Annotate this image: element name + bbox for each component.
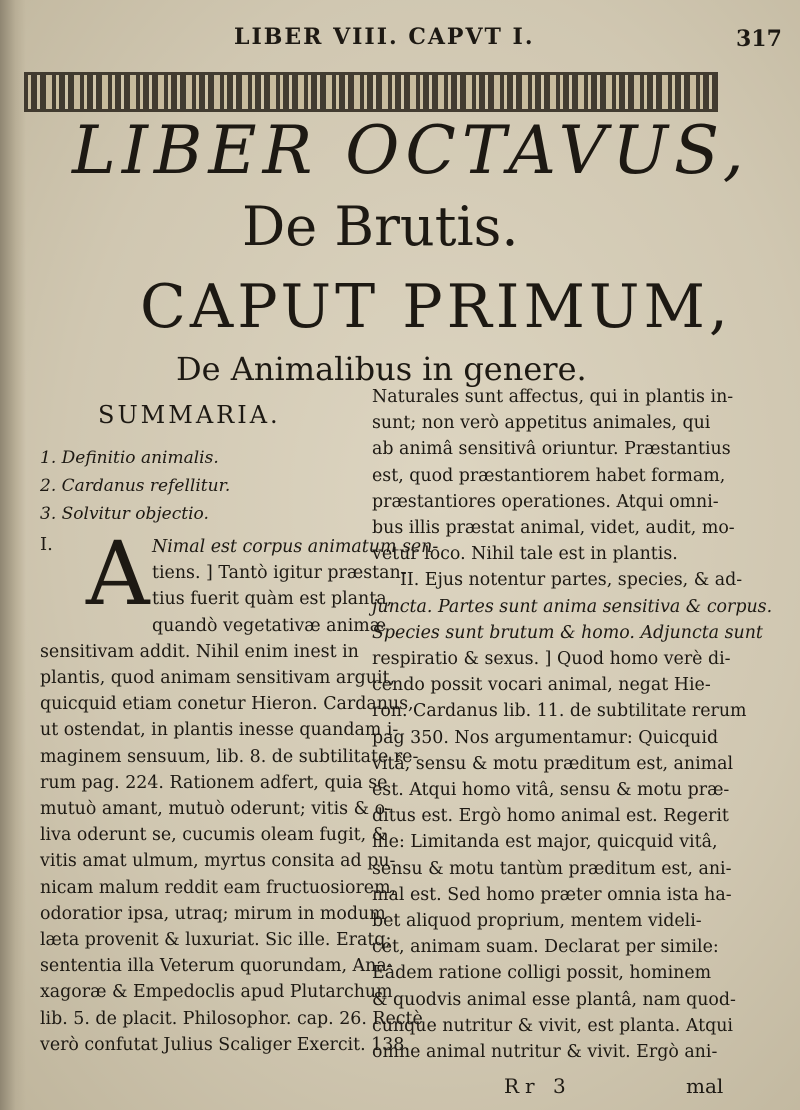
text-line: verò confutat Julius Scaliger Exercit. 138.: [40, 1034, 410, 1055]
book-title: LIBER OCTAVUS,: [72, 112, 750, 189]
text-line: juncta. Partes sunt anima sensitiva & corpus.: [372, 596, 773, 617]
text-line: lib. 5. de placit. Philosophor. cap. 26. Rectè: [40, 1008, 423, 1029]
text-line: mal est. Sed homo præter omnia ista ha-: [372, 884, 732, 905]
text-line: Nimal est corpus animatum sen-: [152, 537, 439, 557]
text-line: sensu & motu tantùm præditum est, ani-: [372, 858, 732, 879]
running-head: [234, 24, 594, 54]
text-line: vitâ, sensu & motu præditum est, animal: [372, 753, 734, 774]
text-line: quandò vegetativæ animæ: [152, 615, 387, 636]
right-body-text: [372, 384, 772, 1065]
text-line: ut ostendat, in plantis inesse quandam i-: [40, 720, 399, 741]
text-line: sensitivam addit. Nihil enim inest in: [40, 641, 359, 662]
text-line: pag 350. Nos argumentamur: Quicquid: [372, 727, 719, 748]
text-line: nicam malum reddit eam fructuosiorem,: [40, 877, 397, 898]
text-line: cendo possit vocari animal, negat Hie-: [372, 675, 711, 696]
text-line: sententia illa Veterum quorundam, Ana-: [40, 956, 393, 977]
chapter-title: CAPUT PRIMUM,: [140, 272, 732, 342]
ornamental-border: [24, 72, 718, 112]
summary-heading: SUMMARIA.: [98, 401, 281, 429]
text-line: II. Ejus notentur partes, species, & ad-: [400, 570, 743, 591]
book-subtitle: De Brutis.: [242, 195, 519, 258]
summary-item: 3. Solvitur objectio.: [40, 504, 209, 524]
chapter-subtitle: De Animalibus in genere.: [176, 350, 587, 388]
text-line: ille: Limitanda est major, quicquid vitâ,: [372, 832, 718, 853]
catchword: mal: [686, 1074, 724, 1098]
text-line: rum pag. 224. Rationem adfert, quia se: [40, 772, 388, 793]
text-line: præstantiores operationes. Atqui omni-: [372, 491, 719, 512]
signature-mark: Rr 3: [504, 1074, 572, 1098]
text-line: maginem sensuum, lib. 8. de subtilitate re-: [40, 746, 419, 767]
text-line: mutuò amant, mutuò oderunt; vitis & o-: [40, 799, 391, 820]
summary-list: [40, 444, 230, 528]
text-line: vetur loco. Nihil tale est in plantis.: [372, 544, 678, 565]
text-line: sunt; non verò appetitus animales, qui: [372, 413, 711, 434]
text-line: liva oderunt se, cucumis oleam fugit, &: [40, 825, 388, 846]
text-line: quicquid etiam conetur Hieron. Cardanus,: [40, 694, 414, 715]
text-line: tius fuerit quàm est planta,: [152, 589, 393, 610]
text-line: Species sunt brutum & homo. Adjuncta sunt: [372, 622, 763, 643]
text-line: ron. Cardanus lib. 11. de subtilitate rerum: [372, 701, 747, 722]
text-line: est, quod præstantiorem habet formam,: [372, 465, 726, 486]
text-line: cunque nutritur & vivit, est planta. Atqui: [372, 1015, 733, 1036]
page-number: 317: [736, 26, 782, 52]
summary-item: 1. Definitio animalis.: [40, 448, 219, 468]
text-line: odoratior ipsa, utraq; mirum in modum: [40, 903, 386, 924]
text-line: & quodvis animal esse plantâ, nam quod-: [372, 989, 736, 1010]
text-line: vitis amat ulmum, myrtus consita ad pu-: [40, 851, 396, 872]
text-line: xagoræ & Empedoclis apud Plutarchum: [40, 982, 393, 1003]
running-head-title: LIBER VIII. CAPVT I.: [234, 24, 535, 50]
section-marker: I.: [40, 534, 53, 555]
text-line: ab animâ sensitivâ oriuntur. Præstantius: [372, 439, 731, 460]
text-line: est. Atqui homo vitâ, sensu & motu præ-: [372, 780, 730, 801]
text-line: tiens. ] Tantò igitur præstan-: [152, 563, 407, 584]
text-line: bet aliquod proprium, mentem videli-: [372, 911, 702, 932]
text-line: ditus est. Ergò homo animal est. Regerit: [372, 806, 729, 827]
text-line: bus illis præstat animal, videt, audit, mo-: [372, 518, 735, 539]
text-line: Eâdem ratione colligi possit, hominem: [372, 963, 712, 984]
text-line: cet, animam suam. Declarat per simile:: [372, 937, 719, 958]
page-gutter-shadow: [0, 0, 26, 1110]
text-line: Naturales sunt affectus, qui in plantis in-: [372, 387, 734, 407]
summary-item: 2. Cardanus refellitur.: [40, 476, 231, 496]
text-line: plantis, quod animam sensitivam arguit,: [40, 668, 396, 689]
text-line: respiratio & sexus. ] Quod homo verè di-: [372, 649, 731, 670]
text-line: læta provenit & luxuriat. Sic ille. Eratq;: [40, 930, 392, 951]
drop-cap: A: [86, 522, 150, 625]
text-line: omne animal nutritur & vivit. Ergò ani-: [372, 1042, 718, 1063]
